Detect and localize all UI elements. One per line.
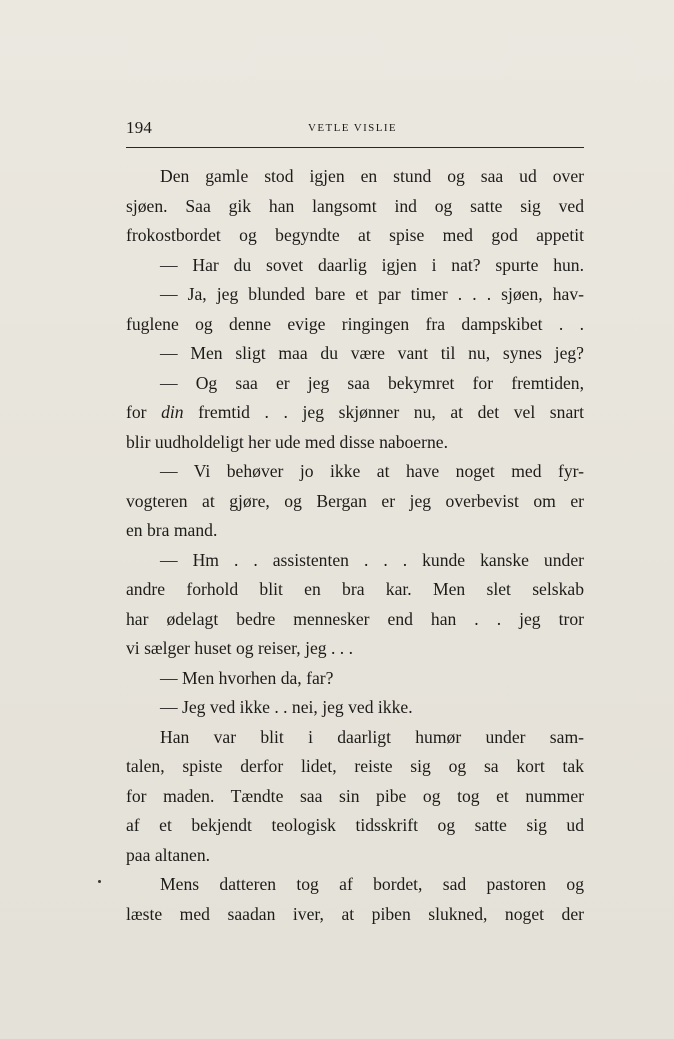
text-run: læste med saadan iver, at piben slukned, noget der	[126, 903, 584, 924]
text-line	[126, 605, 584, 635]
text-line	[126, 310, 584, 340]
text-line	[126, 752, 584, 782]
text-run: — Jeg ved ikke . . nei, jeg ved ikke.	[160, 697, 413, 717]
margin-speck	[98, 880, 101, 883]
text-run: paa altanen.	[126, 844, 211, 865]
text-run: vogteren at gjøre, og Bergan er jeg overbevist om er	[126, 490, 584, 511]
text-line	[126, 369, 584, 399]
text-run: — Hm . . assistenten . . . kunde kanske under	[160, 549, 584, 570]
text-line	[126, 693, 584, 723]
text-run: af et bekjendt teologisk tidsskrift og satte sig ud	[126, 815, 584, 835]
body-text	[126, 162, 584, 929]
emphasis: din	[161, 402, 184, 422]
text-run: en bra mand.	[126, 520, 218, 540]
text-run: — Men hvorhen da, far?	[160, 667, 334, 688]
text-line	[126, 900, 584, 930]
text-line	[126, 634, 584, 664]
text-run: Den gamle stod igjen en stund og saa ud over	[160, 166, 584, 186]
text-line	[126, 457, 584, 487]
text-line	[126, 870, 584, 900]
text-line	[126, 162, 584, 192]
text-run: — Og saa er jeg saa bekymret for fremtiden,	[160, 372, 584, 393]
text-run: frokostbordet og begyndte at spise med god appetit	[126, 225, 584, 245]
text-run: har ødelagt bedre mennesker end han . . jeg tror	[126, 608, 584, 629]
text-run: — Ja, jeg blunded bare et par timer . . . sjøen, hav-	[160, 284, 584, 304]
text-line	[126, 811, 584, 841]
text-run: fuglene og denne evige ringingen fra dampskibet . .	[126, 313, 584, 334]
text-line	[126, 782, 584, 812]
text-line	[126, 251, 584, 281]
text-line	[126, 487, 584, 517]
running-head: VETLE VISLIE	[308, 122, 397, 134]
page-header	[126, 118, 584, 142]
text-run: sjøen. Saa gik han langsomt ind og satte sig ved	[126, 195, 584, 216]
text-line	[126, 516, 584, 546]
text-run: blir uudholdeligt her ude med disse naboerne.	[126, 431, 448, 452]
text-line	[126, 723, 584, 753]
text-line	[126, 841, 584, 871]
text-line	[126, 221, 584, 251]
text-run: Mens datteren tog af bordet, sad pastoren og	[160, 874, 584, 894]
text-line	[126, 339, 584, 369]
text-run: fremtid . . jeg skjønner nu, at det vel snart	[183, 402, 584, 422]
text-line	[126, 664, 584, 694]
text-line	[126, 280, 584, 310]
text-run: andre forhold blit en bra kar. Men slet selskab	[126, 579, 584, 599]
text-line	[126, 546, 584, 576]
text-run: — Har du sovet daarlig igjen i nat? spurte hun.	[160, 254, 584, 275]
text-line	[126, 192, 584, 222]
text-run: — Vi behøver jo ikke at have noget med fyr-	[160, 461, 584, 481]
text-run: talen, spiste derfor lidet, reiste sig og sa kort tak	[126, 756, 584, 776]
text-run: — Men sligt maa du være vant til nu, synes jeg?	[160, 343, 584, 363]
text-run: vi sælger huset og reiser, jeg . . .	[126, 638, 353, 658]
text-run: for maden. Tændte saa sin pibe og tog et nummer	[126, 785, 584, 806]
text-line	[126, 575, 584, 605]
header-rule	[126, 147, 584, 148]
text-run: for	[126, 402, 162, 422]
text-line	[126, 398, 584, 428]
text-line	[126, 428, 584, 458]
page-number: 194	[126, 118, 153, 137]
text-run: Han var blit i daarligt humør under sam-	[160, 726, 584, 747]
